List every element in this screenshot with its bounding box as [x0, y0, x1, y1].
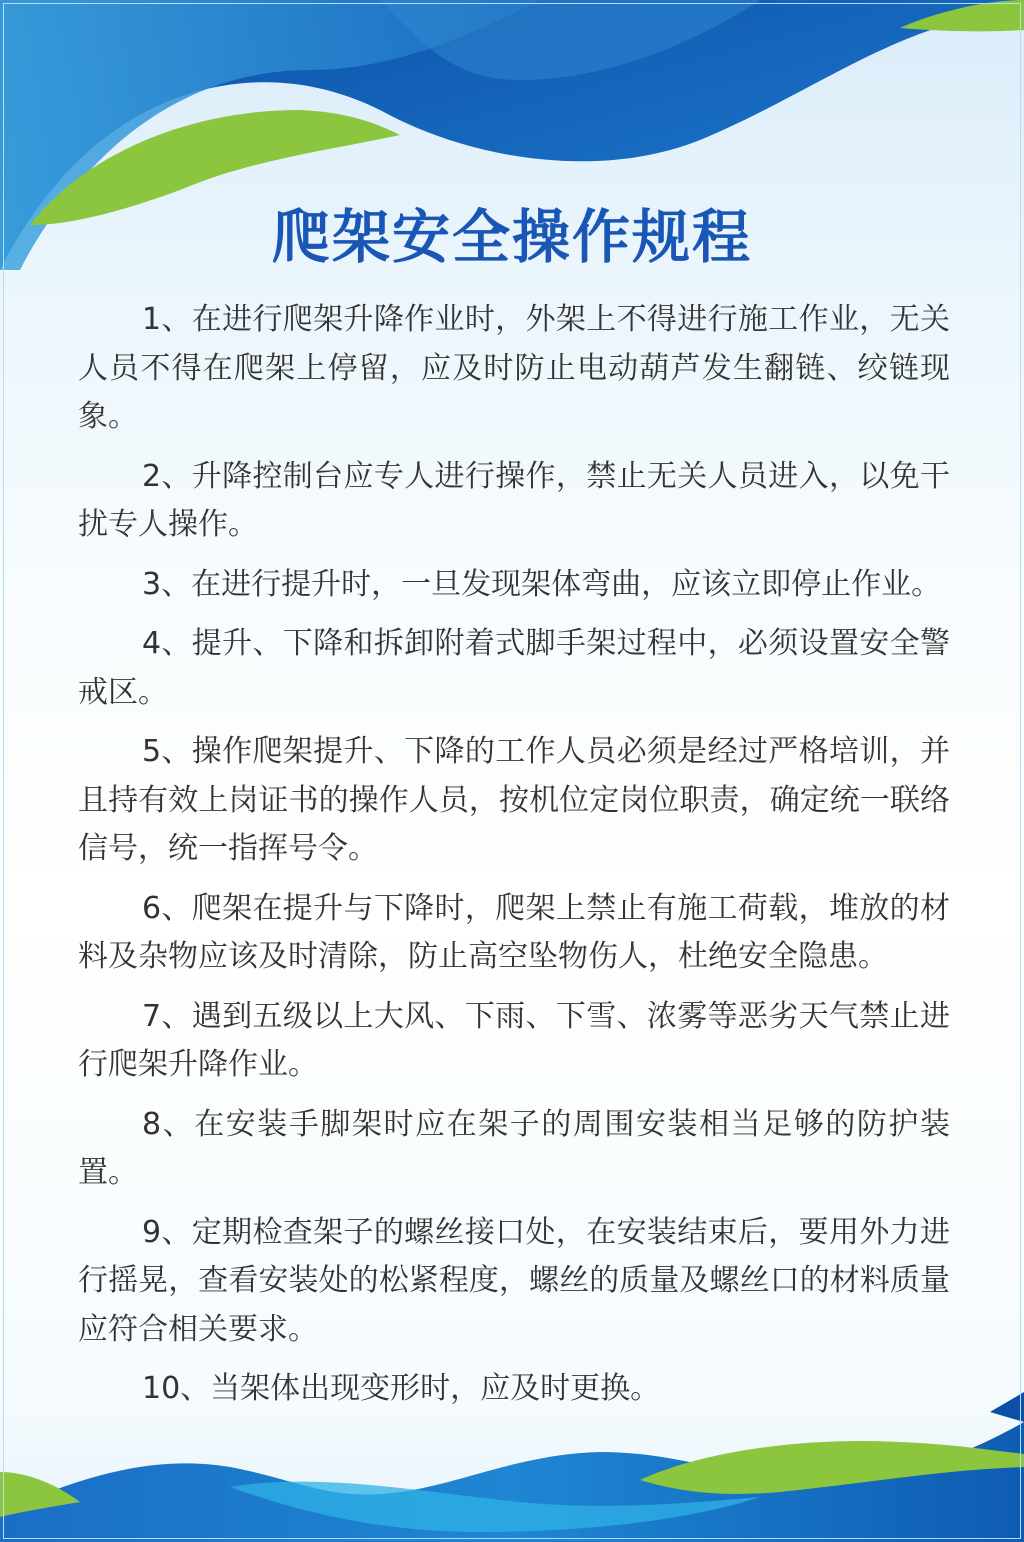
- rule-item: 9、定期检查架子的螺丝接口处，在安装结束后，要用外力进行摇晃，查看安装处的松紧程度，螺丝的质量及螺丝口的材料质量应符合相关要求。: [78, 1214, 950, 1347]
- rule-item: 8、在安装手脚架时应在架子的周围安装相当足够的防护装置。: [78, 1106, 950, 1190]
- rule-item: 10、当架体出现变形时，应及时更换。: [142, 1371, 661, 1406]
- rule-item: 3、在进行提升时，一旦发现架体弯曲，应该立即停止作业。: [142, 566, 942, 602]
- rule-item: 4、提升、下降和拆卸附着式脚手架过程中，必须设置安全警戒区。: [78, 626, 950, 710]
- rule-item: 2、升降控制台应专人进行操作，禁止无关人员进入，以免干扰专人操作。: [78, 458, 950, 542]
- rule-item: 7、遇到五级以上大风、下雨、下雪、浓雾等恶劣天气禁止进行爬架升降作业。: [78, 998, 950, 1082]
- rule-item: 5、操作爬架提升、下降的工作人员必须是经过严格培训，并且持有效上岗证书的操作人员，按机位定岗位职责，确定统一联络信号，统一指挥号令。: [78, 734, 950, 866]
- rule-item: 6、爬架在提升与下降时，爬架上禁止有施工荷载，堆放的材料及杂物应该及时清除，防止高空坠物伤人，杜绝安全隐患。: [78, 890, 950, 974]
- rules-list: [78, 296, 950, 1425]
- poster-title: 爬架安全操作规程: [271, 203, 752, 271]
- rule-item: 1、在进行爬架升降作业时，外架上不得进行施工作业，无关人员不得在爬架上停留，应及时防止电动葫芦发生翻链、绞链现象。: [78, 302, 950, 434]
